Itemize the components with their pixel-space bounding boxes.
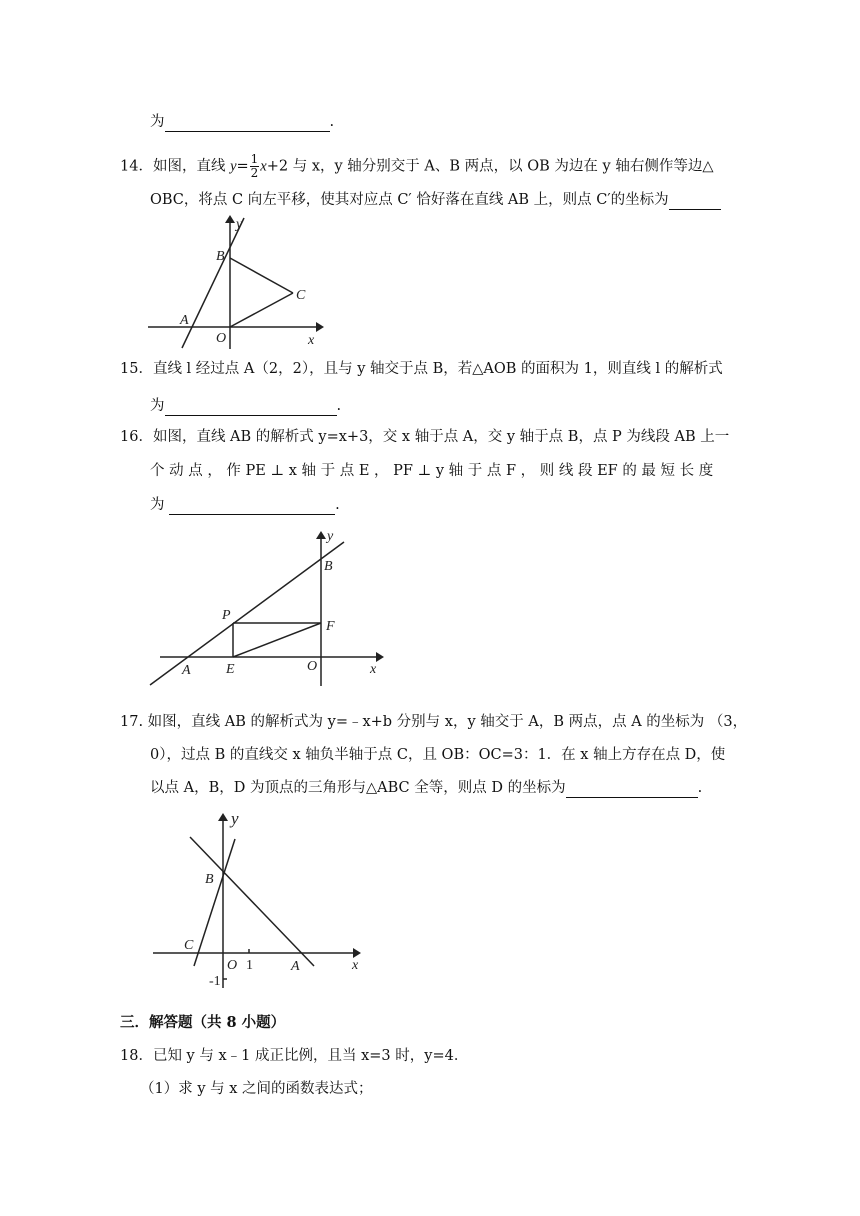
q15-number: 15． <box>120 361 153 377</box>
q16-label-x: x <box>370 662 377 677</box>
q14-eq: = <box>236 158 249 175</box>
q14-y-arrow <box>225 215 235 223</box>
q17-line-bc <box>194 839 235 966</box>
q14-text-1a: 如图，直线 <box>152 158 231 175</box>
q17-text-2: 0），过点 B 的直线交 x 轴负半轴于点 C，且 OB：OC=3：1．在 x 轴上方存在点 D，使 <box>150 747 726 763</box>
q17-label-y: y <box>231 809 239 828</box>
q13-suffix: . <box>329 114 335 130</box>
q17-label-x: x <box>352 958 359 973</box>
q14-line-1 <box>120 153 713 180</box>
q14-label-a: A <box>180 313 189 328</box>
q14-frac-den: 2 <box>250 166 259 180</box>
q16-x-arrow <box>376 652 384 662</box>
q16-label-a: A <box>182 663 191 678</box>
q16-label-f: F <box>326 619 335 634</box>
q14-label-b: B <box>216 249 225 264</box>
q17-figure <box>145 806 375 996</box>
q16-label-p: P <box>222 608 231 623</box>
q13-answer-line <box>150 112 334 132</box>
q14-var-x: x <box>260 158 267 175</box>
q17-number: 17. <box>120 714 144 730</box>
q14-answer-blank[interactable] <box>669 193 721 210</box>
q17-label-a: A <box>291 959 300 974</box>
q18-text-1: 已知 y 与 x﹣1 成正比例，且当 x=3 时，y=4． <box>152 1048 469 1064</box>
q16-label-b: B <box>324 559 333 574</box>
q13-answer-blank[interactable] <box>165 115 330 132</box>
q16-label-o: O <box>307 659 318 674</box>
q17-label-b: B <box>205 872 214 887</box>
q14-number: 14． <box>120 158 153 175</box>
q14-label-c: C <box>296 288 306 303</box>
q14-var-y: y <box>230 158 237 175</box>
q14-text-1b: +2 与 x，y 轴分别交于 A、B 两点，以 OB 为边在 y 轴右侧作等边△ <box>266 158 714 175</box>
q16-segment-ef <box>233 623 321 657</box>
q15-suffix: . <box>336 398 342 414</box>
q17-line-ab <box>190 837 314 966</box>
q16-suffix: . <box>335 497 340 513</box>
q14-line-2 <box>150 190 721 210</box>
q14-line-ab <box>182 218 244 348</box>
q16-line-2 <box>150 461 713 481</box>
q16-label-y: y <box>327 529 334 544</box>
q15-line-2 <box>150 396 341 416</box>
q15-prefix: 为 <box>150 398 165 414</box>
q18-sub-1: （1）求 y 与 x 之间的函数表达式； <box>140 1081 373 1097</box>
q16-figure <box>140 526 390 691</box>
q14-label-y: y <box>236 217 243 232</box>
q17-label-c: C <box>184 938 194 953</box>
q16-number: 16． <box>120 429 153 445</box>
q14-figure <box>140 214 340 354</box>
q17-text-3: 以点 A，B，D 为顶点的三角形与△ABC 全等，则点 D 的坐标为 <box>150 780 566 796</box>
q16-prefix: 为 <box>150 497 165 513</box>
q14-x-arrow <box>316 322 324 332</box>
q14-fraction <box>250 153 260 180</box>
q17-text-1: 如图，直线 AB 的解析式为 y=﹣x+b 分别与 x，y 轴交于 A，B 两点，点 A 的坐标为 （3， <box>147 714 748 730</box>
section-3-title: 三．解答题（共 8 小题） <box>120 1014 286 1031</box>
q17-x-arrow <box>353 948 361 958</box>
q15-text-1: 直线 l 经过点 A（2，2），且与 y 轴交于点 B，若△AOB 的面积为 1，则直线 l 的解析式 <box>152 361 723 377</box>
q13-prefix: 为 <box>150 114 165 130</box>
q16-y-arrow <box>316 531 326 539</box>
q15-answer-blank[interactable] <box>165 399 337 416</box>
q17-label-1: 1 <box>246 958 253 973</box>
q16-label-e: E <box>226 662 235 677</box>
q17-answer-blank[interactable] <box>566 781 698 798</box>
q17-line-1 <box>120 712 747 732</box>
q17-y-arrow <box>218 813 228 821</box>
q14-frac-num: 1 <box>250 152 259 166</box>
q17-suffix: . <box>697 780 703 796</box>
q16-line-3 <box>150 495 340 515</box>
q16-line-1 <box>120 427 729 447</box>
q14-text-2: OBC，将点 C 向左平移，使其对应点 C′ 恰好落在直线 AB 上，则点 C′的坐标为 <box>150 192 669 208</box>
q14-label-x: x <box>308 333 315 348</box>
q17-line-2 <box>150 745 725 765</box>
q18-line-1 <box>120 1046 468 1066</box>
q18-number: 18． <box>120 1048 153 1064</box>
q14-segment-bc <box>230 258 293 293</box>
q14-label-o: O <box>216 331 227 346</box>
q15-line-1 <box>120 359 723 379</box>
q17-label-o: O <box>227 958 238 973</box>
q16-text-2: 个 动 点 ， 作 PE ⊥ x 轴 于 点 E ， PF ⊥ y 轴 于 点 F ， 则 线 段 EF 的 最 短 长 度 <box>150 463 714 479</box>
q16-text-1: 如图，直线 AB 的解析式 y=x+3，交 x 轴于点 A，交 y 轴于点 B，点 P 为线段 AB 上一 <box>152 429 730 445</box>
q16-answer-blank[interactable] <box>169 498 335 515</box>
q14-segment-oc <box>230 293 293 327</box>
q17-label-neg1: -1 <box>209 974 221 989</box>
q17-line-3 <box>150 778 702 798</box>
